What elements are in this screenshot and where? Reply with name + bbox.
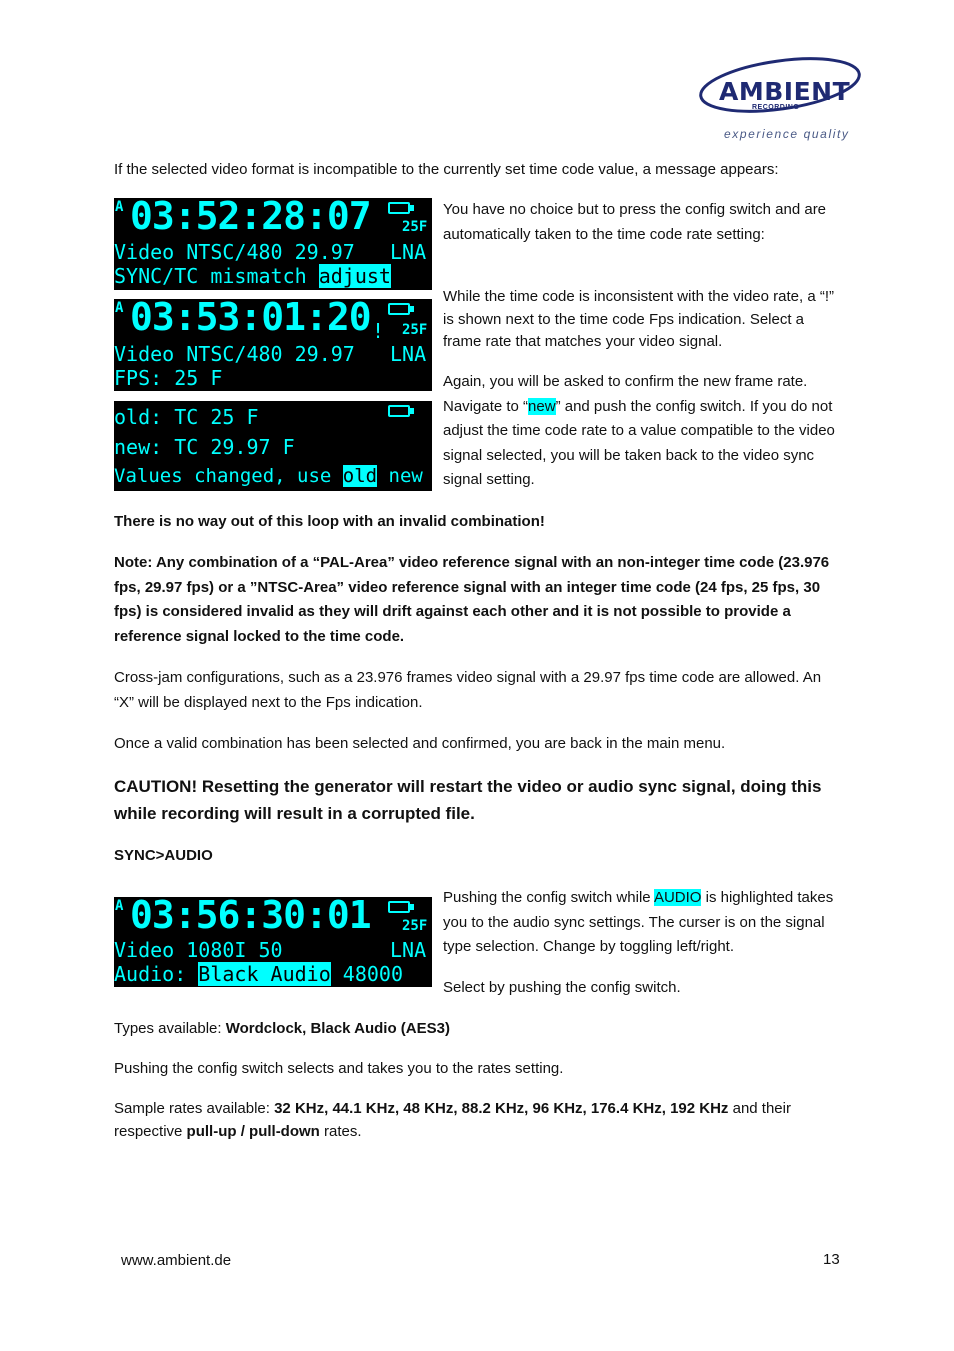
oled-screen-audio xyxy=(114,897,432,987)
old-option: old xyxy=(342,465,378,487)
timecode: 03:56:30:01 xyxy=(130,897,371,937)
intro-paragraph: If the selected video format is incompatible to the currently set time code value, a message appears: xyxy=(114,161,779,178)
footer-url[interactable]: www.ambient.de xyxy=(121,1252,232,1269)
timecode: 03:52:28:07 xyxy=(130,198,371,238)
battery-icon xyxy=(388,303,410,315)
no-way-out-text: There is no way out of this loop with an invalid combination! xyxy=(114,513,545,530)
black-audio-option: Black Audio xyxy=(198,962,331,986)
fps-indicator: 25F xyxy=(402,322,428,338)
lna-indicator: LNA xyxy=(390,240,427,264)
warning-mark: ! xyxy=(372,319,385,343)
logo-tagline: experience quality xyxy=(724,127,850,141)
battery-icon xyxy=(388,901,410,913)
oled-screen-mismatch xyxy=(114,198,432,290)
lna-indicator: LNA xyxy=(390,938,427,962)
new-value-line: new: TC 29.97 F xyxy=(114,435,295,459)
page-number: 13 xyxy=(823,1251,840,1268)
video-format-line: Video NTSC/480 29.97 xyxy=(114,342,355,366)
fps-indicator: 25F xyxy=(402,918,428,934)
video-format-line: Video 1080I 50 xyxy=(114,938,283,962)
tc-marker: A xyxy=(115,898,124,914)
ambient-logo xyxy=(695,55,865,145)
audio-line: Audio: Black Audio 48000 xyxy=(114,962,403,986)
caution-paragraph: CAUTION! Resetting the generator will restart the video or audio sync signal, doing this while recording will result in a corrupted file. xyxy=(114,777,822,823)
rates-paragraph: Pushing the config switch selects and takes you to the rates setting. xyxy=(114,1060,564,1077)
video-format-line: Video NTSC/480 29.97 xyxy=(114,240,355,264)
old-value-line: old: TC 25 F xyxy=(114,405,259,429)
note-paragraph: Note: Any combination of a “PAL-Area” video reference signal with an non-integer time code (23.976 fps, 29.97 fps) or a ”NTSC-Area” video reference signal with an integer time code (24 fps, 25 fps, 30 fps) is considered invalid as they will drift against each other and it is not possible to provide a reference signal locked to the time code. xyxy=(114,554,830,645)
valid-paragraph: Once a valid combination has been selected and confirmed, you are back in the main menu. xyxy=(114,735,726,752)
logo-wordmark: AMBIENT xyxy=(719,77,851,106)
new-highlight: new xyxy=(528,397,556,415)
tc-marker: A xyxy=(115,300,124,316)
select-paragraph: Select by pushing the config switch. xyxy=(443,979,681,996)
crossjam-paragraph: Cross-jam configurations, such as a 23.976 frames video signal with a 29.97 fps time code are allowed. An “X” will be displayed next to the Fps indication. xyxy=(114,669,822,711)
logo-subtitle: RECORDING xyxy=(752,104,800,111)
oled-screen-confirm xyxy=(114,401,432,491)
inconsistent-paragraph: While the time code is inconsistent with the video rate, a “!” is shown next to the time code Fps indication. Select a frame rate that matches your video signal. xyxy=(443,288,835,350)
fps-selection-line: FPS: 25 F xyxy=(114,366,223,390)
tc-marker: A xyxy=(115,199,124,215)
sample-rates-paragraph: Sample rates available: 32 KHz, 44.1 KHz, 48 KHz, 88.2 KHz, 96 KHz, 176.4 KHz, 192 KHz and their respective pull-up / pull-down rates. xyxy=(114,1100,791,1140)
section-heading: SYNC>AUDIO xyxy=(114,847,213,864)
lna-indicator: LNA xyxy=(390,342,427,366)
new-option: new xyxy=(377,465,423,487)
sync-mismatch-line: SYNC/TC mismatch adjust xyxy=(114,264,391,288)
confirm-paragraph: Again, you will be asked to confirm the new frame rate. Navigate to “new” and push the config switch. If you do not adjust the time code rate to a value compatible to the video signal selected, you will be taken back to the video sync signal setting. xyxy=(443,373,835,488)
values-changed-line: Values changed, use old new xyxy=(114,465,423,487)
battery-icon xyxy=(388,405,410,417)
audio-highlight: AUDIO xyxy=(653,889,702,906)
types-paragraph: Types available: Wordclock, Black Audio (AES3) xyxy=(114,1020,450,1037)
fps-indicator: 25F xyxy=(402,219,428,235)
timecode: 03:53:01:20 xyxy=(130,299,371,339)
oled-screen-fps-select xyxy=(114,299,432,391)
adjust-option: adjust xyxy=(318,264,391,288)
battery-icon xyxy=(388,202,410,214)
no-choice-paragraph: You have no choice but to press the config switch and are automatically taken to the time code rate setting: xyxy=(443,201,827,243)
audio-paragraph: Pushing the config switch while AUDIO is highlighted takes you to the audio sync settings. The curser is on the signal type selection. Change by toggling left/right. xyxy=(443,889,834,955)
